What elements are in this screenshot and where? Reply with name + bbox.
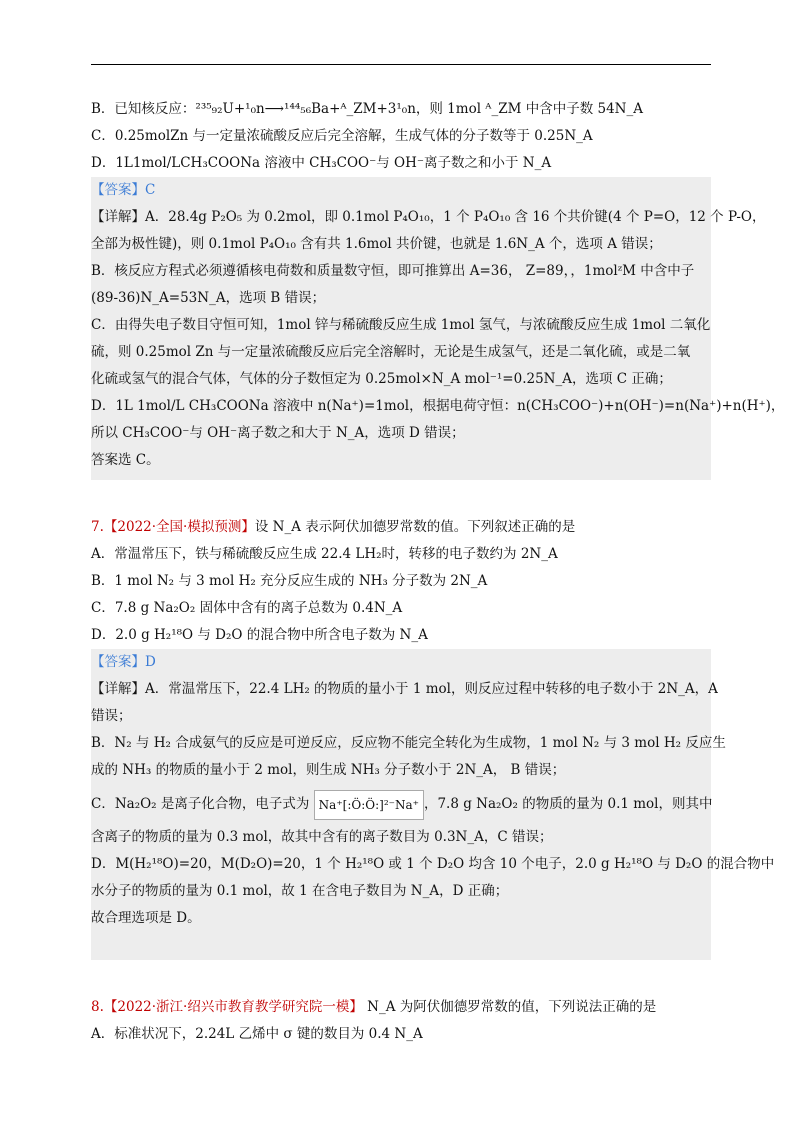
q6-detail-line: D．1L 1mol/L CH₃COONa 溶液中 n(Na⁺)=1mol，根据电荷守恒：n(CH₃COO⁻)+n(OH⁻)=n(Na⁺)+n(H⁺)， (91, 398, 785, 414)
header-rule (91, 64, 711, 65)
q6-detail-line: 硫，则 0.25mol Zn 与一定量浓硫酸反应后完全溶解时，无论是生成氢气，还是二氧化硫，或是二氧 (91, 344, 691, 360)
q6-answer-box (91, 177, 785, 480)
q7-answer-box (91, 649, 775, 960)
q6-answer: 【答案】C (91, 182, 156, 198)
q7-detail-c-post: ，7.8 g Na₂O₂ 的物质的量为 0.1 mol，则其中 (423, 796, 713, 812)
q6-detail-line: 【详解】A．28.4g P₂O₅ 为 0.2mol，即 0.1mol P₄O₁₀，1 个 P₄O₁₀ 含 16 个共价键(4 个 P=O，12 个 P-O， (91, 209, 766, 225)
q7-option-a: A．常温常压下，铁与稀硫酸反应生成 22.4 LH₂时，转移的电子数约为 2N_A (91, 546, 558, 562)
document-body (91, 96, 785, 1048)
q7-number: 7. (91, 519, 104, 535)
q7-box-padding (91, 932, 711, 954)
q7-detail-line: 成的 NH₃ 的物质的量小于 2 mol，则生成 NH₃ 分子数小于 2N_A， B 错误； (91, 762, 566, 778)
q7-detail-line: 水分子的物质的量为 0.1 mol，故 1 在含电子数目为 N_A，D 正确； (91, 883, 509, 899)
q7-answer: 【答案】D (91, 654, 156, 670)
q6-detail-line: 化硫或氢气的混合气体，气体的分子数恒定为 0.25mol×N_A mol⁻¹=0.25N_A，选项 C 正确； (91, 371, 672, 387)
q7-stem: 设 N_A 表示阿伏加德罗常数的值。下列叙述正确的是 (254, 519, 576, 535)
q7-stem-line (91, 514, 711, 541)
q7-option-d: D．2.0 g H₂¹⁸O 与 D₂O 的混合物中所含电子数为 N_A (91, 627, 428, 643)
q6-detail-line: C．由得失电子数目守恒可知，1mol 锌与稀硫酸反应生成 1mol 氢气，与浓硫酸反应生成 1mol 二氧化 (91, 317, 711, 333)
q8-option-a: A．标准状况下，2.24L 乙烯中 σ 键的数目为 0.4 N_A (91, 1026, 423, 1042)
q6-detail-line: 全部为极性键)，则 0.1mol P₄O₁₀ 含有共 1.6mol 共价键，也就是 1.6N_A 个，选项 A 错误； (91, 236, 662, 252)
q7-detail-c-pre: C．Na₂O₂ 是离子化合物，电子式为 (91, 796, 310, 812)
q8-source: 【2022·浙江·绍兴市教育教学研究院一模】 (103, 999, 363, 1015)
q6-detail-line: (89-36)N_A=53N_A，选项 B 错误； (91, 290, 326, 306)
q7-detail-line: 含离子的物质的量为 0.3 mol，故其中含有的离子数目为 0.3N_A，C 错误； (91, 829, 553, 845)
q6-detail-line: 所以 CH₃COO⁻与 OH⁻离子数之和大于 N_A，选项 D 错误； (91, 425, 465, 441)
q8-number: 8. (91, 999, 104, 1015)
q6-detail-line: 答案选 C。 (91, 452, 160, 468)
q8-stem: N_A 为阿伏伽德罗常数的值，下列说法正确的是 (362, 999, 657, 1015)
q8-stem-line (91, 994, 711, 1021)
q6-option-b: B．已知核反应：²³⁵₉₂U+¹₀n⟶¹⁴⁴₅₆Ba+ᴬ_ZM+3¹₀n，则 1mol ᴬ_ZM 中含中子数 54N_A (91, 101, 643, 117)
q7-detail-line: 【详解】A．常温常压下，22.4 LH₂ 的物质的量小于 1 mol，则反应过程中转移的电子数小于 2N_A，A (91, 681, 718, 697)
q6-detail-line: B．核反应方程式必须遵循核电荷数和质量数守恒，即可推算出 A=36， Z=89，，1molᶻM 中含中子 (91, 263, 695, 279)
q7-detail-line: D．M(H₂¹⁸O)=20，M(D₂O)=20，1 个 H₂¹⁸O 或 1 个 D₂O 均含 10 个电子，2.0 g H₂¹⁸O 与 D₂O 的混合物中 (91, 856, 775, 872)
q6-option-c: C．0.25molZn 与一定量浓硫酸反应后完全溶解，生成气体的分子数等于 0.25N_A (91, 128, 593, 144)
q7-option-b: B．1 mol N₂ 与 3 mol H₂ 充分反应生成的 NH₃ 分子数为 2N_A (91, 573, 488, 589)
q7-detail-line: 故合理选项是 D。 (91, 910, 201, 926)
q7-detail-c-line (91, 784, 711, 824)
q6-option-d: D．1L1mol/LCH₃COONa 溶液中 CH₃COO⁻与 OH⁻离子数之和小于 N_A (91, 155, 552, 171)
q7-source: 【2022·全国·模拟预测】 (103, 519, 255, 535)
q7-detail-line: 错误； (91, 708, 132, 724)
electron-formula-image: Na⁺[:Ö:Ö:]²⁻Na⁺ (314, 790, 424, 820)
q7-detail-line: B．N₂ 与 H₂ 合成氨气的反应是可逆反应，反应物不能完全转化为生成物，1 mol N₂ 与 3 mol H₂ 反应生 (91, 735, 726, 751)
q7-option-c: C．7.8 g Na₂O₂ 固体中含有的离子总数为 0.4N_A (91, 600, 403, 616)
